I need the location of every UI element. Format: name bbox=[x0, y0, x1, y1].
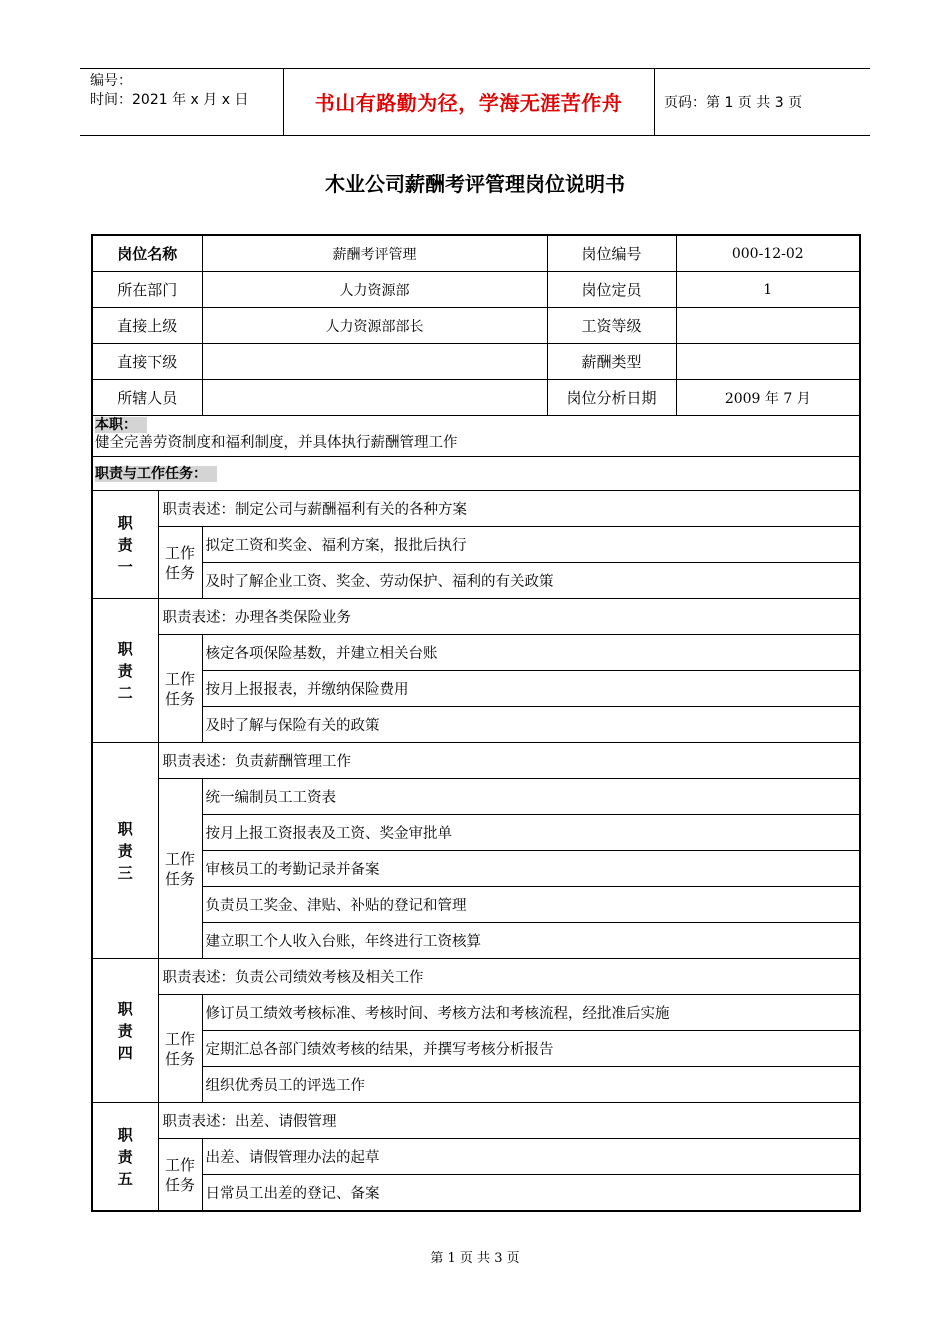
info-value: 2009 年 7 月 bbox=[676, 380, 860, 416]
task-row bbox=[92, 635, 860, 671]
task-item: 按月上报报表，并缴纳保险费用 bbox=[202, 671, 860, 707]
info-row bbox=[92, 235, 860, 272]
info-value: 人力资源部部长 bbox=[202, 308, 547, 344]
task-row bbox=[92, 995, 860, 1031]
info-value: 1 bbox=[676, 272, 860, 308]
info-value: 人力资源部 bbox=[202, 272, 547, 308]
task-row bbox=[92, 779, 860, 815]
duty-name-char: 五 bbox=[117, 1169, 133, 1188]
info-value: 薪酬考评管理 bbox=[202, 235, 547, 272]
header-bottom-rule bbox=[80, 135, 870, 136]
duty-name-char: 四 bbox=[117, 1043, 133, 1062]
task-item: 修订员工绩效考核标准、考核时间、考核方法和考核流程，经批准后实施 bbox=[202, 995, 860, 1031]
info-label: 岗位定员 bbox=[547, 272, 676, 308]
duty-description: 职责表述：出差、请假管理 bbox=[158, 1103, 860, 1139]
duty-name bbox=[92, 959, 158, 1103]
info-label: 岗位编号 bbox=[547, 235, 676, 272]
main-duty-label: 本职： bbox=[95, 417, 147, 433]
task-item: 日常员工出差的登记、备案 bbox=[202, 1175, 860, 1212]
duty-description: 职责表述：办理各类保险业务 bbox=[158, 599, 860, 635]
document-number-label: 编号： bbox=[90, 73, 132, 89]
task-item: 定期汇总各部门绩效考核的结果，并撰写考核分析报告 bbox=[202, 1031, 860, 1067]
duty-description-row bbox=[92, 491, 860, 527]
job-description-table bbox=[91, 234, 861, 1212]
info-row bbox=[92, 308, 860, 344]
duty-name bbox=[92, 491, 158, 599]
info-label: 工资等级 bbox=[547, 308, 676, 344]
task-label: 工作任务 bbox=[158, 779, 202, 959]
info-label: 岗位分析日期 bbox=[547, 380, 676, 416]
task-item: 审核员工的考勤记录并备案 bbox=[202, 851, 860, 887]
document-date: 时间：2021 年 x 月 x 日 bbox=[90, 92, 249, 108]
info-value bbox=[202, 380, 547, 416]
task-row bbox=[92, 887, 860, 923]
duty-name bbox=[92, 743, 158, 959]
task-label: 工作任务 bbox=[158, 1139, 202, 1212]
duty-description: 职责表述：负责公司绩效考核及相关工作 bbox=[158, 959, 860, 995]
duty-description-row bbox=[92, 1103, 860, 1139]
info-row bbox=[92, 344, 860, 380]
header-page-info: 页码：第 1 页 共 3 页 bbox=[664, 94, 803, 111]
task-row bbox=[92, 923, 860, 959]
header-meta bbox=[90, 72, 248, 110]
document-title: 木业公司薪酬考评管理岗位说明书 bbox=[325, 172, 625, 196]
task-row bbox=[92, 851, 860, 887]
header-divider bbox=[654, 68, 655, 135]
info-label: 所在部门 bbox=[92, 272, 202, 308]
duty-name-char: 责 bbox=[117, 1021, 133, 1040]
task-item: 按月上报工资报表及工资、奖金审批单 bbox=[202, 815, 860, 851]
task-row bbox=[92, 1175, 860, 1212]
info-value bbox=[676, 344, 860, 380]
task-label: 工作任务 bbox=[158, 527, 202, 599]
task-row bbox=[92, 563, 860, 599]
info-value bbox=[202, 344, 547, 380]
tasks-section-row bbox=[92, 457, 860, 491]
main-duty-row bbox=[92, 416, 860, 457]
task-row bbox=[92, 527, 860, 563]
tasks-section-label: 职责与工作任务： bbox=[95, 466, 217, 482]
info-label: 所辖人员 bbox=[92, 380, 202, 416]
duty-name-char: 职 bbox=[117, 639, 133, 658]
task-row bbox=[92, 1139, 860, 1175]
task-row bbox=[92, 671, 860, 707]
task-item: 及时了解与保险有关的政策 bbox=[202, 707, 860, 743]
duty-description: 职责表述：负责薪酬管理工作 bbox=[158, 743, 860, 779]
main-duty-cell bbox=[92, 416, 860, 457]
task-item: 出差、请假管理办法的起草 bbox=[202, 1139, 860, 1175]
duty-name-char: 职 bbox=[117, 513, 133, 532]
duty-description-row bbox=[92, 743, 860, 779]
duty-name bbox=[92, 1103, 158, 1212]
duty-name bbox=[92, 599, 158, 743]
task-label: 工作任务 bbox=[158, 635, 202, 743]
info-label: 薪酬类型 bbox=[547, 344, 676, 380]
info-value: 000-12-02 bbox=[676, 235, 860, 272]
duty-name-char: 二 bbox=[117, 683, 133, 702]
info-label: 直接下级 bbox=[92, 344, 202, 380]
task-item: 统一编制员工工资表 bbox=[202, 779, 860, 815]
task-item: 及时了解企业工资、奖金、劳动保护、福利的有关政策 bbox=[202, 563, 860, 599]
duty-name-char: 责 bbox=[117, 841, 133, 860]
task-row bbox=[92, 707, 860, 743]
task-item: 拟定工资和奖金、福利方案，报批后执行 bbox=[202, 527, 860, 563]
tasks-section-cell bbox=[92, 457, 860, 491]
duty-name-char: 责 bbox=[117, 661, 133, 680]
task-item: 负责员工奖金、津贴、补贴的登记和管理 bbox=[202, 887, 860, 923]
duty-description-row bbox=[92, 599, 860, 635]
duty-description: 职责表述：制定公司与薪酬福利有关的各种方案 bbox=[158, 491, 860, 527]
main-duty-text: 健全完善劳资制度和福利制度，并具体执行薪酬管理工作 bbox=[95, 435, 458, 451]
duty-name-char: 一 bbox=[117, 557, 133, 576]
info-value bbox=[676, 308, 860, 344]
task-label: 工作任务 bbox=[158, 995, 202, 1103]
duty-description-row bbox=[92, 959, 860, 995]
duty-name-char: 责 bbox=[117, 1147, 133, 1166]
task-row bbox=[92, 1067, 860, 1103]
page-footer: 第 1 页 共 3 页 bbox=[430, 1251, 520, 1266]
duty-name-char: 职 bbox=[117, 819, 133, 838]
task-item: 核定各项保险基数，并建立相关台账 bbox=[202, 635, 860, 671]
duty-name-char: 责 bbox=[117, 535, 133, 554]
task-row bbox=[92, 1031, 860, 1067]
info-label: 直接上级 bbox=[92, 308, 202, 344]
header-motto: 书山有路勤为径，学海无涯苦作舟 bbox=[314, 91, 623, 115]
info-row bbox=[92, 272, 860, 308]
duty-name-char: 职 bbox=[117, 1125, 133, 1144]
duty-name-char: 三 bbox=[117, 863, 133, 882]
info-row bbox=[92, 380, 860, 416]
duty-name-char: 职 bbox=[117, 999, 133, 1018]
task-item: 建立职工个人收入台账，年终进行工资核算 bbox=[202, 923, 860, 959]
task-item: 组织优秀员工的评选工作 bbox=[202, 1067, 860, 1103]
info-label: 岗位名称 bbox=[92, 235, 202, 272]
task-row bbox=[92, 815, 860, 851]
